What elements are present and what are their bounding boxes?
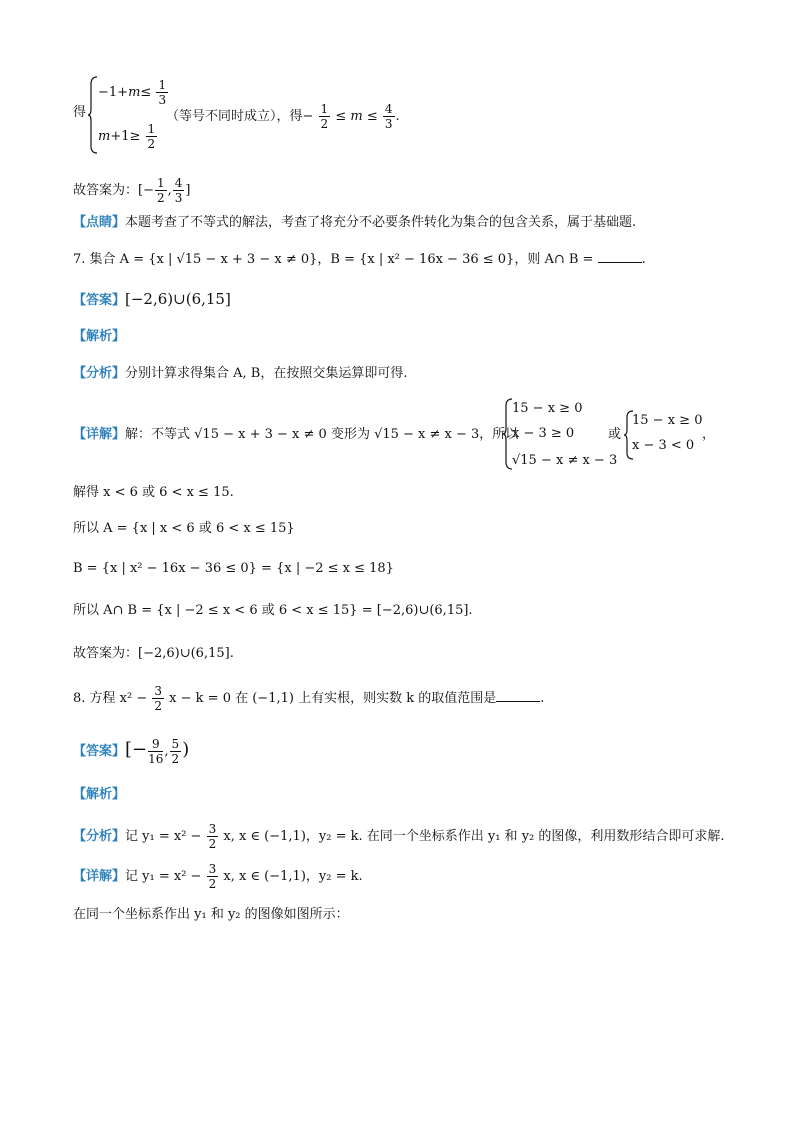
- xiangjie-line-8: 【详解】记 y₁ = x² − $\frac{3}{2}$ x, x ∈ (−1,1)，y₂ = k.: [73, 862, 363, 891]
- answer-blank: [598, 250, 642, 263]
- sys1-row-2: x − 3 ≥ 0: [512, 426, 575, 441]
- step-1: 解得 x < 6 或 6 < x ≤ 15.: [73, 485, 234, 500]
- answer-line-8: 【答案】[− $\frac{9}{16}$ , $\frac{5}{2}$ ): [73, 737, 190, 766]
- fenxi-line-8: 【分析】记 y₁ = x² − $\frac{3}{2}$ x, x ∈ (−1,1)，y₂ = k. 在同一个坐标系作出 y₁ 和 y₂ 的图像，利用数形结合即可求解.: [73, 822, 725, 851]
- figure-intro: 在同一个坐标系作出 y₁ 和 y₂ 的图像如图所示：: [73, 907, 349, 922]
- system-result: （等号不同时成立），得− $\frac{1}{2}$ ≤ m ≤ $\frac{4}{3}$ .: [166, 102, 400, 131]
- comment-tag: 【点睛】: [73, 215, 126, 230]
- solution-lead: 得: [73, 105, 87, 120]
- step-4: 所以 A∩ B = {x | −2 ≤ x < 6 或 6 < x ≤ 15} = [−2,6)∪(6,15].: [73, 603, 473, 618]
- sys-end: ，: [702, 427, 716, 442]
- answer-line-7: 【答案】[−2,6)∪(6,15]: [73, 290, 231, 308]
- system-row-2: m+1≥ $\frac{1}{2}$: [98, 122, 156, 151]
- sys1-row-1: 15 − x ≥ 0: [512, 401, 583, 416]
- sys2-row-2: x − 3 < 0: [632, 438, 695, 453]
- comment-line: 【点睛】本题考查了不等式的解法，考查了将充分不必要条件转化为集合的包含关系，属于基础题.: [73, 215, 637, 230]
- question-8-stem: 8. 方程 x² − $\frac{3}{2}$ x − k = 0 在 (−1,1) 上有实根，则实数 k 的取值范围是 .: [73, 684, 545, 713]
- analysis-tag-7: 【解析】: [73, 329, 126, 344]
- xiangjie-line-7: 【详解】解：不等式 √15 − x + 3 − x ≠ 0 变形为 √15 − x ≠ x − 3，所以: [73, 427, 519, 442]
- step-2: 所以 A = {x | x < 6 或 6 < x ≤ 15}: [73, 521, 295, 536]
- question-7-stem: 7. 集合 A = {x | √15 − x + 3 − x ≠ 0}，B = {x | x² − 16x − 36 ≤ 0}，则 A∩ B = .: [73, 252, 646, 267]
- system-brace: [88, 76, 98, 154]
- sys1-row-3: √15 − x ≠ x − 3: [512, 453, 618, 468]
- fraction: $\frac{1}{2}$: [147, 122, 156, 151]
- fenxi-line-7: 【分析】分别计算求得集合 A, B，在按照交集运算即可得.: [73, 366, 408, 381]
- fraction: $\frac{1}{3}$: [158, 78, 167, 107]
- step-3: B = {x | x² − 16x − 36 ≤ 0} = {x | −2 ≤ x ≤ 18}: [73, 561, 394, 576]
- final-answer-7: 故答案为：[−2,6)∪(6,15].: [73, 646, 234, 661]
- analysis-tag-8: 【解析】: [73, 787, 126, 802]
- sys2-row-1: 15 − x ≥ 0: [632, 413, 703, 428]
- or-word: 或: [608, 427, 622, 442]
- system-row-1: −1+m≤ $\frac{1}{3}$: [98, 78, 167, 107]
- answer-blank: [496, 689, 540, 702]
- answer-line-6: 故答案为：[− $\frac{1}{2}$ , $\frac{4}{3}$ ]: [73, 176, 191, 205]
